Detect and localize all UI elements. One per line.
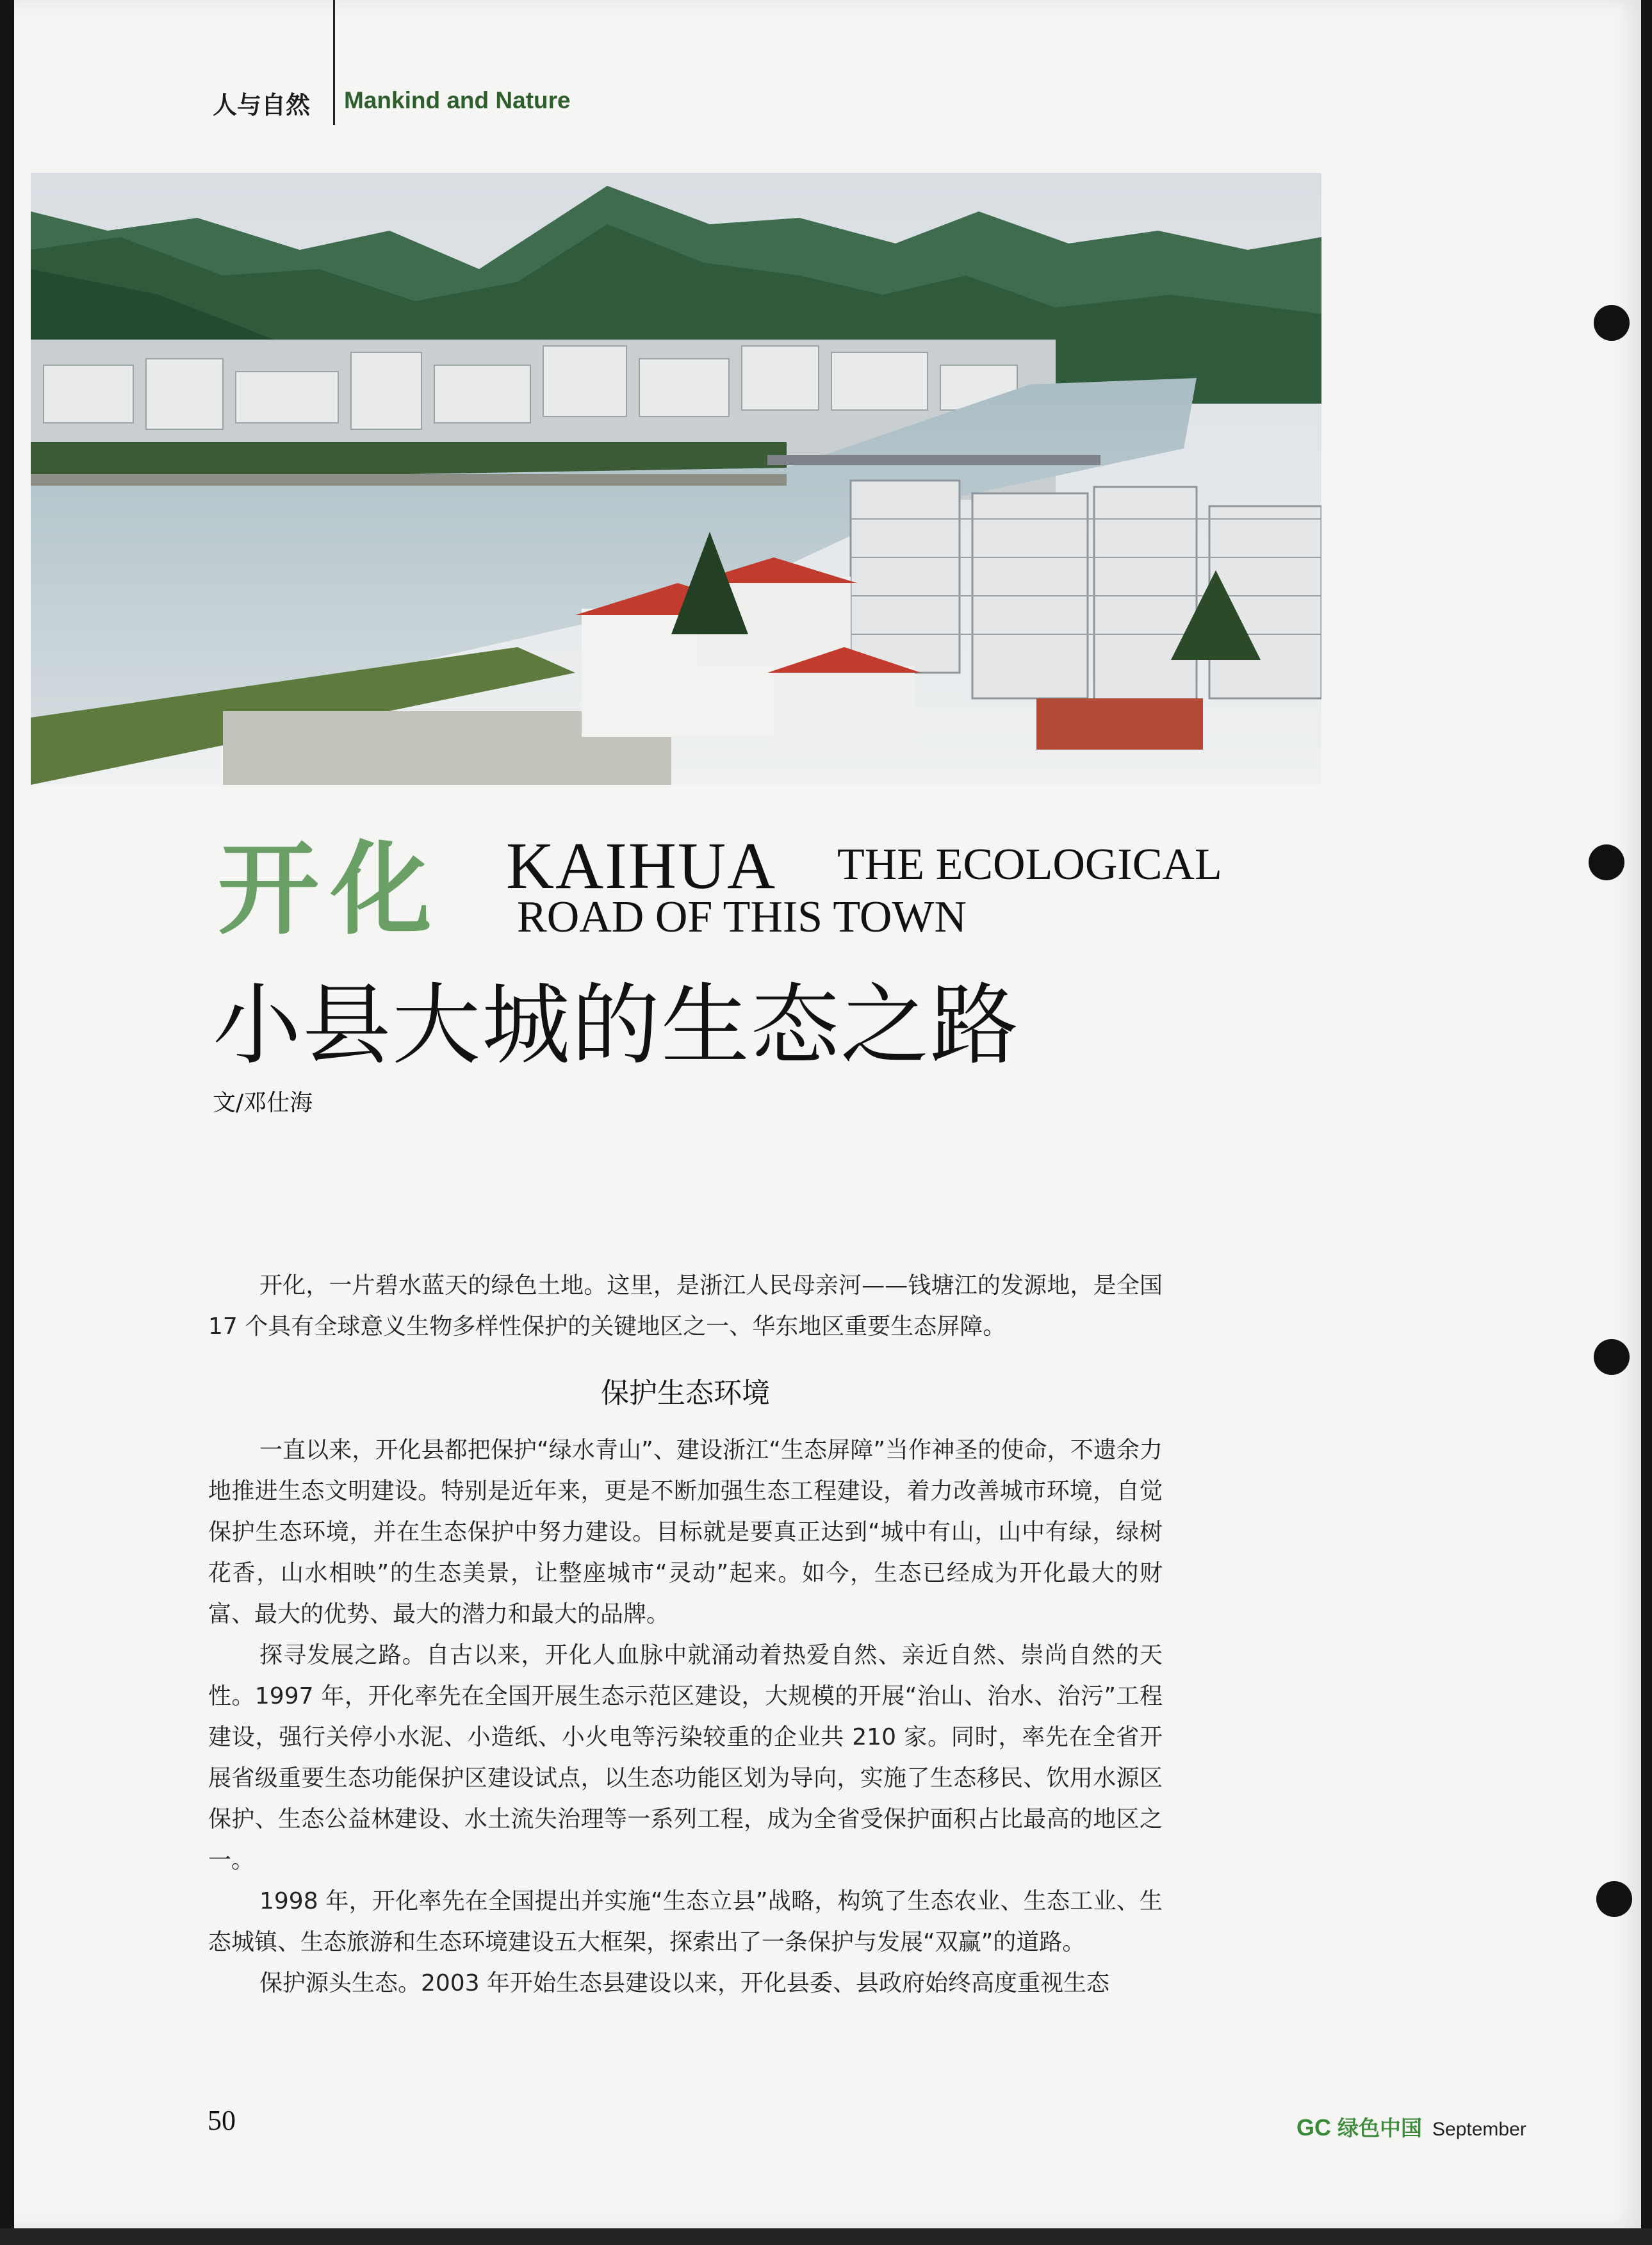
title-subtitle-cn: 小县大城的生态之路 (213, 974, 1020, 1077)
intro-paragraph (208, 1265, 1163, 1347)
intro-text: 开化，一片碧水蓝天的绿色土地。这里，是浙江人民母亲河——钱塘江的发源地，是全国 17 个具有全球意义生物多样性保护的关键地区之一、华东地区重要生态屏障。 (208, 1272, 1163, 1340)
town-river-photo (31, 173, 1321, 785)
binder-hole (1594, 1339, 1630, 1375)
body-paragraph: 探寻发展之路。自古以来，开化人血脉中就涌动着热爱自然、亲近自然、崇尚自然的天性。1997 年，开化率先在全国开展生态示范区建设，大规模的开展“治山、治水、治污”工程建设，强行关停小水泥、小造纸、小火电等污染较重的企业共 210 家。同时，率先在全省开展省级重要生态功能保护区建设试点，以生态功能区划为导向，实施了生态移民、饮用水源区保护、生态公益林建设、水土流失治理等一系列工程，成为全省受保护面积占比最高的地区之一。 (208, 1642, 1163, 1873)
page-number: 50 (208, 2105, 236, 2136)
binder-hole (1594, 305, 1630, 341)
article-body (208, 1430, 1163, 2004)
header-divider (333, 0, 335, 125)
title-kaihua-cn: 开化 (218, 830, 443, 949)
title-road-of-town: ROAD OF THIS TOWN (517, 892, 967, 942)
brand-name-cn: 绿色中国 (1337, 2116, 1422, 2141)
title-kaihua-en: KAIHUA (506, 829, 777, 903)
footer-brand (1296, 2112, 1526, 2142)
body-paragraph: 保护源头生态。2003 年开始生态县建设以来，开化县委、县政府始终高度重视生态 (259, 1970, 1110, 1996)
section-label-en: Mankind and Nature (344, 87, 571, 113)
body-paragraph: 一直以来，开化县都把保护“绿水青山”、建设浙江“生态屏障”当作神圣的使命，不遗余力地推进生态文明建设。特别是近年来，更是不断加强生态工程建设，着力改善城市环境，自觉保护生态环境，并在生态保护中努力建设。目标就是要真正达到“城中有山，山中有绿，绿树花香，山水相映”的生态美景，让整座城市“灵动”起来。如今，生态已经成为开化最大的财富、最大的优势、最大的潜力和最大的品牌。 (208, 1437, 1163, 1627)
author-byline: 文/邓仕海 (213, 1090, 313, 1116)
magazine-page (14, 0, 1641, 2228)
brand-logo-gc: GC (1296, 2114, 1331, 2141)
page-bottom-edge (0, 2228, 1652, 2245)
issue-month: September (1432, 2119, 1526, 2140)
binder-hole (1589, 844, 1624, 880)
section-subhead: 保护生态环境 (601, 1377, 770, 1410)
binder-hole (1596, 1881, 1632, 1917)
title-ecological: THE ECOLOGICAL (837, 840, 1222, 889)
body-paragraph: 1998 年，开化率先在全国提出并实施“生态立县”战略，构筑了生态农业、生态工业、生态城镇、生态旅游和生态环境建设五大框架，探索出了一条保护与发展“双赢”的道路。 (208, 1888, 1163, 1955)
section-label-cn: 人与自然 (213, 91, 311, 119)
